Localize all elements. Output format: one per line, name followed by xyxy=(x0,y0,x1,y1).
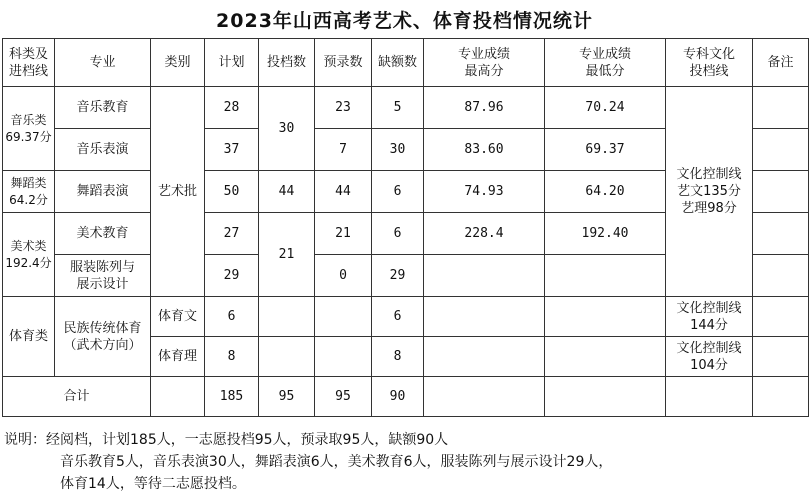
page-title: 2023年山西高考艺术、体育投档情况统计 xyxy=(216,10,593,32)
remark-cell xyxy=(753,213,809,255)
header-filed: 投档数 xyxy=(259,39,315,87)
table-row xyxy=(3,87,809,129)
min-score-cell xyxy=(545,377,666,417)
plan-cell: 8 xyxy=(205,337,259,377)
group-dance: 舞蹈类 64.2分 xyxy=(3,171,55,213)
total-filed: 95 xyxy=(259,377,315,417)
group-art: 美术类 192.4分 xyxy=(3,213,55,297)
header-culture-line: 专科文化 投档线 xyxy=(666,39,753,87)
plan-cell: 6 xyxy=(205,297,259,337)
remark-cell xyxy=(753,171,809,213)
plan-cell: 28 xyxy=(205,87,259,129)
max-score-cell: 87.96 xyxy=(424,87,545,129)
note-line: 音乐教育5人，音乐表演30人，舞蹈表演6人，美术教育6人，服装陈列与展示设计29人， xyxy=(60,454,613,470)
header-type: 类别 xyxy=(151,39,205,87)
major-cell: 民族传统体育 （武术方向） xyxy=(55,297,151,377)
admitted-cell: 44 xyxy=(315,171,372,213)
major-cell: 舞蹈表演 xyxy=(55,171,151,213)
max-score-cell xyxy=(424,377,545,417)
plan-cell: 29 xyxy=(205,255,259,297)
max-score-cell xyxy=(424,297,545,337)
header-vacancy: 缺额数 xyxy=(372,39,424,87)
culture-line-cell xyxy=(666,377,753,417)
total-plan: 185 xyxy=(205,377,259,417)
max-score-cell xyxy=(424,337,545,377)
remark-cell xyxy=(753,297,809,337)
vacancy-cell: 5 xyxy=(372,87,424,129)
vacancy-cell: 29 xyxy=(372,255,424,297)
remark-cell xyxy=(753,87,809,129)
filed-cell xyxy=(259,297,315,337)
filed-cell: 30 xyxy=(259,87,315,171)
header-category: 科类及 进档线 xyxy=(3,39,55,87)
admitted-cell: 0 xyxy=(315,255,372,297)
culture-line-art: 文化控制线 艺文135分 艺理98分 xyxy=(666,87,753,297)
remark-cell xyxy=(753,337,809,377)
culture-line-cell: 文化控制线 104分 xyxy=(666,337,753,377)
plan-cell: 37 xyxy=(205,129,259,171)
filed-cell xyxy=(259,337,315,377)
batch-art: 艺术批 xyxy=(151,87,205,297)
max-score-cell: 83.60 xyxy=(424,129,545,171)
vacancy-cell: 6 xyxy=(372,297,424,337)
plan-cell: 50 xyxy=(205,171,259,213)
admitted-cell: 23 xyxy=(315,87,372,129)
note-line: 体育14人，等待二志愿投档。 xyxy=(60,476,246,492)
vacancy-cell: 30 xyxy=(372,129,424,171)
plan-cell: 27 xyxy=(205,213,259,255)
header-admitted: 预录数 xyxy=(315,39,372,87)
type-cell xyxy=(151,377,205,417)
type-cell: 体育文 xyxy=(151,297,205,337)
remark-cell xyxy=(753,377,809,417)
admitted-cell: 7 xyxy=(315,129,372,171)
header-min-score: 专业成绩 最低分 xyxy=(545,39,666,87)
max-score-cell: 74.93 xyxy=(424,171,545,213)
total-vacancy: 90 xyxy=(372,377,424,417)
total-row xyxy=(3,377,809,417)
filed-cell: 21 xyxy=(259,213,315,297)
max-score-cell xyxy=(424,255,545,297)
total-label: 合计 xyxy=(3,377,151,417)
major-cell: 音乐表演 xyxy=(55,129,151,171)
vacancy-cell: 6 xyxy=(372,213,424,255)
header-row xyxy=(3,39,809,87)
table-row xyxy=(3,297,809,337)
header-major: 专业 xyxy=(55,39,151,87)
vacancy-cell: 6 xyxy=(372,171,424,213)
min-score-cell: 64.20 xyxy=(545,171,666,213)
group-sports: 体育类 xyxy=(3,297,55,377)
major-cell: 音乐教育 xyxy=(55,87,151,129)
group-music: 音乐类 69.37分 xyxy=(3,87,55,171)
min-score-cell xyxy=(545,297,666,337)
vacancy-cell: 8 xyxy=(372,337,424,377)
min-score-cell: 69.37 xyxy=(545,129,666,171)
admission-table xyxy=(2,38,809,417)
remark-cell xyxy=(753,129,809,171)
header-remark: 备注 xyxy=(753,39,809,87)
major-cell: 美术教育 xyxy=(55,213,151,255)
total-admitted: 95 xyxy=(315,377,372,417)
admitted-cell xyxy=(315,337,372,377)
note-line: 说明：经阅档，计划185人，一志愿投档95人，预录取95人，缺额90人 xyxy=(4,432,449,448)
admitted-cell xyxy=(315,297,372,337)
admitted-cell: 21 xyxy=(315,213,372,255)
filed-cell: 44 xyxy=(259,171,315,213)
header-plan: 计划 xyxy=(205,39,259,87)
min-score-cell: 70.24 xyxy=(545,87,666,129)
culture-line-cell: 文化控制线 144分 xyxy=(666,297,753,337)
major-cell: 服装陈列与 展示设计 xyxy=(55,255,151,297)
min-score-cell xyxy=(545,337,666,377)
min-score-cell xyxy=(545,255,666,297)
remark-cell xyxy=(753,255,809,297)
header-max-score: 专业成绩 最高分 xyxy=(424,39,545,87)
min-score-cell: 192.40 xyxy=(545,213,666,255)
max-score-cell: 228.4 xyxy=(424,213,545,255)
notes xyxy=(4,429,804,495)
type-cell: 体育理 xyxy=(151,337,205,377)
